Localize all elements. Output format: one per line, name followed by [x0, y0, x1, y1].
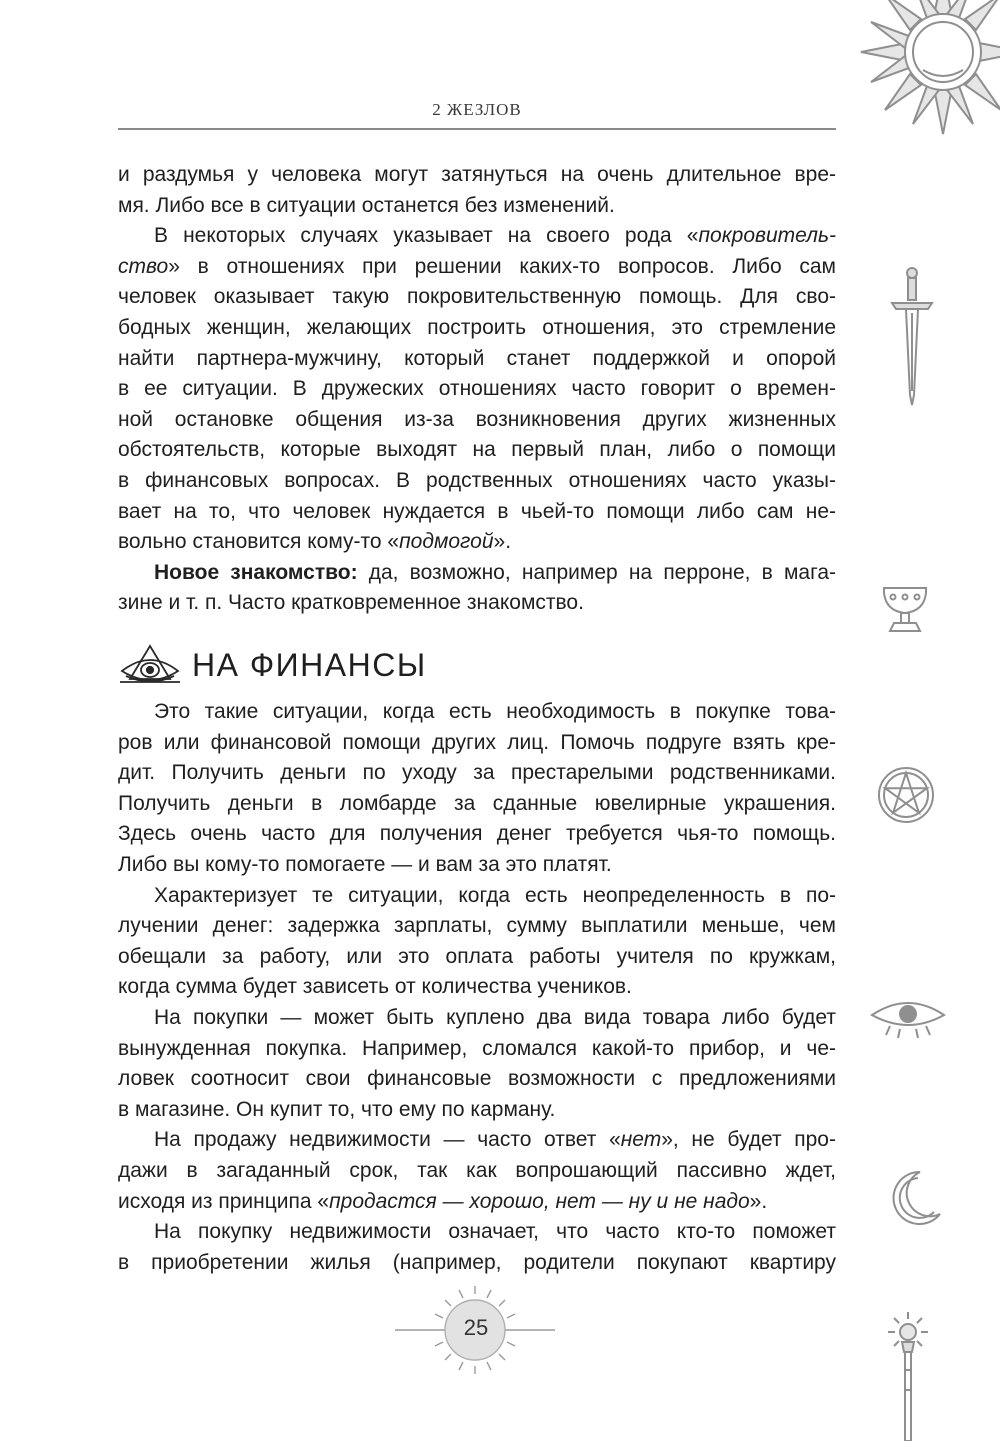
text-line: найти партнера-мужчину, который станет поддержкой и опорой — [118, 346, 836, 370]
text-line: и раздумья у человека могут затянуться на очень длительное вре- — [118, 163, 836, 186]
text-line: вает на то, что человек нуждается в чьей-то помощи либо сам не- — [118, 499, 836, 523]
body-text-top — [118, 160, 836, 619]
text-line: обстоятельств, которые выходят на первый план, либо о помощи — [118, 438, 836, 462]
text-line: ство» в отношениях при решении каких-то вопросов. Либо сам — [118, 254, 836, 278]
text-line: в ее ситуации. В дружеских отношениях часто говорит о времен- — [118, 377, 836, 401]
text-line: мя. Либо все в ситуации останется без изменений. — [118, 193, 615, 217]
text-line: Получить деньги в ломбарде за сданные ювелирные украшения. — [118, 791, 836, 815]
section-title: НА ФИНАНСЫ — [192, 646, 427, 683]
page-number: 25 — [463, 1315, 489, 1340]
text-line: вольно становится кому-то «подмогой». — [118, 530, 512, 554]
eye-icon — [868, 995, 948, 1040]
text-line: лучении денег: задержка зарплаты, сумму выплатили меньше, чем — [118, 914, 836, 938]
text-line: зине и т. п. Часто кратковременное знакомство. — [118, 591, 584, 615]
text-line: Характеризует те ситуации, когда есть неопределенность в по- — [154, 883, 836, 907]
bold-label: Новое знакомство: — [154, 560, 358, 584]
sword-icon — [880, 265, 940, 415]
italic-term: ство — [118, 254, 169, 278]
body-text-finance — [118, 697, 836, 1278]
text-line: исходя из принципа «продастся — хорошо, нет — ну и не надо». — [118, 1189, 768, 1213]
text-line: Новое знакомство: да, возможно, например на перроне, в мага- — [154, 560, 836, 584]
pentacle-icon — [876, 765, 936, 825]
italic-term: покровитель- — [698, 224, 836, 248]
text-line: ров или финансовой помощи других лиц. Помочь подруге взять кре- — [118, 730, 836, 754]
header-rule — [118, 128, 836, 130]
all-seeing-eye-icon — [118, 643, 182, 687]
text-line: Здесь очень часто для получения денег требуется чья-то помощь. — [118, 822, 836, 846]
sun-icon — [855, 0, 1000, 140]
italic-term: нет — [620, 1128, 662, 1152]
running-head: 2 ЖЕЗЛОВ — [432, 100, 522, 119]
text-line: Это такие ситуации, когда есть необходимость в покупке това- — [154, 700, 836, 723]
italic-term: подмогой — [399, 530, 494, 554]
text-line: На покупки — может быть куплено два вида товара либо будет — [154, 1005, 836, 1029]
text-line: ловек соотносит свои финансовые возможности с предложениями — [118, 1067, 836, 1091]
text-line: Либо вы кому-то помогаете — и вам за это платят. — [118, 852, 612, 876]
text-line: На продажу недвижимости — часто ответ «нет», не будет про- — [154, 1128, 836, 1152]
text-line: На покупку недвижимости означает, что часто кто-то поможет — [154, 1220, 836, 1244]
text-line: в финансовых вопросах. В родственных отношениях часто указы- — [118, 468, 836, 492]
text-line: дажи в загаданный срок, так как вопрошающий пассивно ждет, — [118, 1158, 836, 1182]
text-line: в приобретении жилья (например, родители покупают квартиру — [118, 1250, 836, 1274]
text-line: вынужденная покупка. Например, сломался какой-то прибор, и че- — [118, 1036, 836, 1060]
section-heading — [118, 640, 427, 690]
text-line: в магазине. Он купит то, что ему по карману. — [118, 1097, 556, 1121]
text-line: когда сумма будет зависеть от количества учеников. — [118, 975, 632, 999]
text-line: дит. Получить деньги по уходу за престарелыми родственниками. — [118, 761, 836, 785]
wand-icon — [878, 1310, 938, 1441]
italic-term: продастся — хорошо, нет — ну и не надо — [329, 1189, 750, 1213]
chalice-icon — [880, 585, 930, 635]
text-line: человек оказывает такую покровительственную помощь. Для сво- — [118, 285, 836, 309]
text-line: бодных женщин, желающих построить отношения, это стремление — [118, 315, 836, 339]
text-line: В некоторых случаях указывает на своего рода «покровитель- — [154, 224, 836, 248]
text-line: обещали за работу, или это оплата работы учителя по кружкам, — [118, 944, 836, 968]
text-line: ной остановке общения из-за возникновения других жизненных — [118, 407, 836, 431]
crescent-moon-icon — [888, 1168, 943, 1228]
